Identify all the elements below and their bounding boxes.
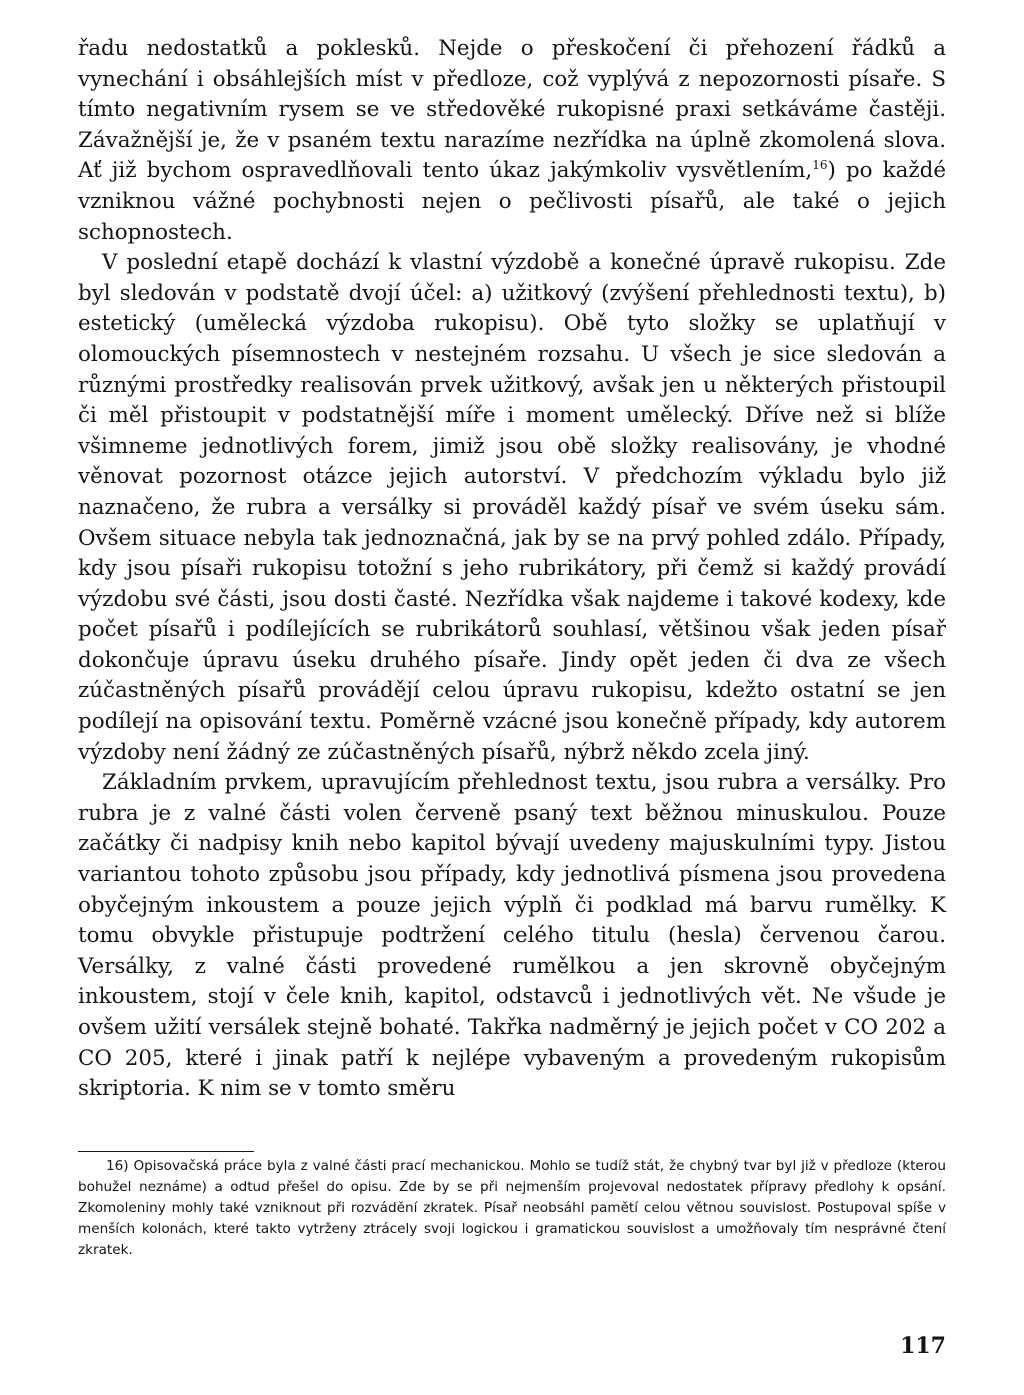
main-text xyxy=(78,34,946,1105)
paragraph-1 xyxy=(78,34,946,248)
footnote-mark: 16) xyxy=(106,1158,129,1174)
footnote-text: Opisovačská práce byla z valné části prací mechanickou. Mohlo se tudíž stát, že chybný tvar byl již v předloze (kterou bohužel neznáme) a odtud přešel do opisu. Zde by se při nejmenším projevoval nedostatek přípravy předlohy k opsání. Zkomoleniny mohly také vzniknout při rozvádění zkratek. Písař neobsáhl pamětí celou větnou souvislost. Postupoval spíše v menších kolonách, které takto vytrženy ztrácely svoji logickou i gramatickou souvislost a umožňovaly tím nesprávné čtení zkratek. xyxy=(78,1158,946,1258)
footnote-reference: 16 xyxy=(812,158,828,173)
page-number: 117 xyxy=(900,1333,946,1359)
page-body xyxy=(78,34,946,1105)
paragraph-1-text-b: ) po každé vzniknou vážné pochybnosti nejen o pečlivosti písařů, ale také o jejich schopnostech. xyxy=(78,158,946,245)
paragraph-1-text-a: řadu nedostatků a poklesků. Nejde o přeskočení či přehození řádků a vynechání i obsáhlejších míst v předloze, což vyplývá z nepozornosti písaře. S tímto negativním rysem se ve středověké rukopisné praxi setkáváme častěji. Závažnější je, že v psaném textu narazíme nezřídka na úplně zkomolená slova. Ať již bychom ospravedlňovali tento úkaz jakýmkoliv vysvětlením, xyxy=(78,36,946,184)
footnote-paragraph xyxy=(78,1156,946,1261)
paragraph-2: V poslední etapě dochází k vlastní výzdobě a konečné úpravě rukopisu. Zde byl sledován v podstatě dvojí účel: a) užitkový (zvýšení přehlednosti textu), b) estetický (umělecká výzdoba rukopisu). Obě tyto složky se uplatňují v olomouckých písemnostech v nestejném rozsahu. U všech je sice sledován a různými prostředky realisován prvek užitkový, avšak jen u některých přistoupil či měl přistoupit v podstatnější míře i moment umělecký. Dříve než si blíže všimneme jednotlivých forem, jimiž jsou obě složky realisovány, je vhodné věnovat pozornost otázce jejich autorství. V předchozím výkladu bylo již naznačeno, že rubra a versálky si prováděl každý písař ve svém úseku sám. Ovšem situace nebyla tak jednoznačná, jak by se na prvý pohled zdálo. Případy, kdy jsou písaři rukopisu totožní s jeho rubrikátory, při čemž si každý provádí výzdobu své části, jsou dosti časté. Nezřídka však najdeme i takové kodexy, kde počet písařů i podílejících se rubrikátorů souhlasí, většinou však jeden písař dokončuje úpravu úseku druhého písaře. Jindy opět jeden či dva ze všech zúčastněných písařů provádějí celou úpravu rukopisu, kdežto ostatní se jen podílejí na opisování textu. Poměrně vzácné jsou konečně případy, kdy autorem výzdoby není žádný ze zúčastněných písařů, nýbrž někdo zcela jiný. xyxy=(78,250,946,765)
footnote-separator-rule xyxy=(78,1151,254,1152)
paragraph-3: Základním prvkem, upravujícím přehlednost textu, jsou rubra a versálky. Pro rubra je z valné části volen červeně psaný text běžnou minuskulou. Pouze začátky či nadpisy knih nebo kapitol bývají uvedeny majuskulními typy. Jistou variantou tohoto způsobu jsou případy, kdy jednotlivá písmena jsou provedena obyčejným inkoustem a pouze jejich výplň či podklad má barvu rumělky. K tomu obvykle přistupuje podtržení celého titulu (hesla) červenou čarou. Versálky, z valné části provedené rumělkou a jen skrovně obyčejným inkoustem, stojí v čele knih, kapitol, odstavců i jednotlivých vět. Ne všude je ovšem užití versálek stejně bohaté. Takřka nadměrný je jejich počet v CO 202 a CO 205, které i jinak patří k nejlépe vybaveným a provedeným rukopisům skriptoria. K nim se v tomto směru xyxy=(78,770,946,1102)
footnote-16 xyxy=(78,1156,946,1261)
